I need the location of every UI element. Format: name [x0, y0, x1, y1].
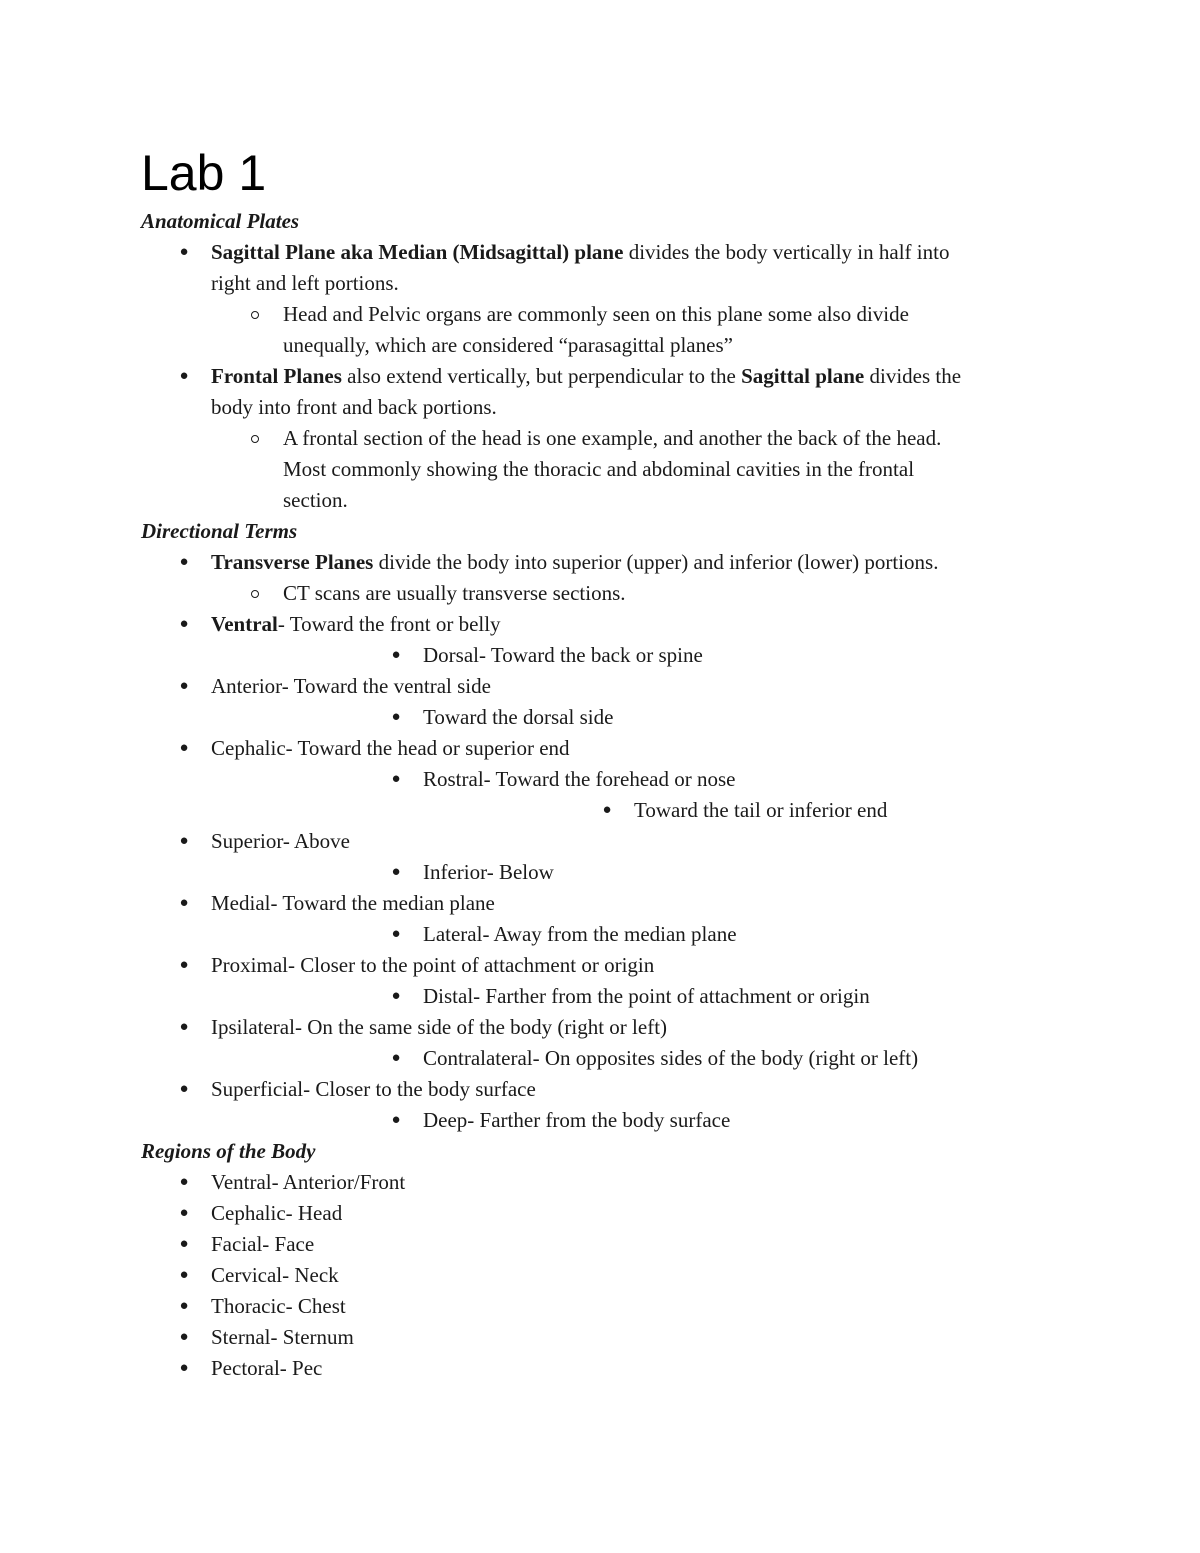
list-item-region	[0, 1198, 1200, 1229]
sub-list-item-text: CT scans are usually transverse sections.	[283, 581, 626, 605]
bullet-icon: ●	[179, 678, 189, 694]
document-body	[0, 206, 1200, 1384]
term-definition: - Toward the front or belly	[277, 612, 501, 636]
list-item-text: Proximal- Closer to the point of attachment or origin	[211, 953, 655, 977]
list-item-contralateral	[0, 1043, 1200, 1074]
bullet-icon: ●	[391, 864, 401, 880]
hollow-bullet-icon	[251, 590, 259, 598]
list-item-text: Contralateral- On opposites sides of the body (right or left)	[423, 1046, 919, 1070]
list-item-toward-dorsal	[0, 702, 1200, 733]
bullet-icon: ●	[179, 740, 189, 756]
sub-list-item-text: A frontal section of the head is one example, and another the back of the head.	[283, 426, 942, 450]
list-item-text: Superficial- Closer to the body surface	[211, 1077, 536, 1101]
bullet-icon: ●	[179, 1267, 189, 1283]
bold-term: Sagittal Plane aka Median (Midsagittal) plane	[211, 240, 624, 264]
list-item-text: Medial- Toward the median plane	[211, 891, 495, 915]
list-item-text: Toward the tail or inferior end	[634, 798, 888, 822]
list-item-ventral	[0, 609, 1200, 640]
section-heading-text: Regions of the Body	[141, 1139, 316, 1163]
list-item-text: Toward the dorsal side	[423, 705, 614, 729]
sub-list-item-text: Most commonly showing the thoracic and abdominal cavities in the frontal	[283, 457, 915, 481]
bullet-icon: ●	[179, 1360, 189, 1376]
bullet-icon: ●	[391, 926, 401, 942]
section-heading-directional	[0, 516, 1200, 547]
page-title: Lab 1	[141, 145, 267, 201]
list-item-text: Deep- Farther from the body surface	[423, 1108, 731, 1132]
list-item-text: body into front and back portions.	[211, 395, 497, 419]
bullet-icon: ●	[179, 1298, 189, 1314]
bullet-icon: ●	[179, 616, 189, 632]
list-item-superior	[0, 826, 1200, 857]
bold-term: Frontal Planes	[211, 364, 342, 388]
bullet-icon: ●	[179, 1205, 189, 1221]
list-item-continuation	[0, 392, 1200, 423]
list-item-inferior	[0, 857, 1200, 888]
hollow-bullet-icon	[251, 311, 259, 319]
list-item-region	[0, 1291, 1200, 1322]
bullet-icon: ●	[391, 1050, 401, 1066]
list-item-text: Distal- Farther from the point of attachment or origin	[423, 984, 870, 1008]
list-item-lateral	[0, 919, 1200, 950]
bold-term: Ventral	[211, 612, 278, 636]
list-item-frontal	[0, 361, 1200, 392]
list-item-text: Superior- Above	[211, 829, 350, 853]
section-heading-regions	[0, 1136, 1200, 1167]
list-item-rostral	[0, 764, 1200, 795]
sub-list-item-sagittal	[0, 299, 1200, 330]
list-item-superficial	[0, 1074, 1200, 1105]
bullet-icon: ●	[391, 988, 401, 1004]
sub-list-item-text: section.	[283, 488, 348, 512]
list-item-text: Pectoral- Pec	[211, 1356, 323, 1380]
list-item-region	[0, 1167, 1200, 1198]
list-item-continuation	[0, 268, 1200, 299]
list-item-sagittal	[0, 237, 1200, 268]
bullet-icon: ●	[179, 1019, 189, 1035]
list-item-text	[211, 609, 501, 640]
list-item-ipsilateral	[0, 1012, 1200, 1043]
section-heading-anatomical	[0, 206, 1200, 237]
sub-list-item-transverse	[0, 578, 1200, 609]
list-item-text: Sternal- Sternum	[211, 1325, 354, 1349]
list-item-medial	[0, 888, 1200, 919]
list-item-text: right and left portions.	[211, 271, 399, 295]
bullet-icon: ●	[179, 1329, 189, 1345]
list-item-dorsal	[0, 640, 1200, 671]
bullet-icon: ●	[179, 244, 189, 260]
sub-list-item-continuation	[0, 454, 1200, 485]
section-heading-text: Anatomical Plates	[141, 209, 300, 233]
list-item-text: Ventral- Anterior/Front	[211, 1170, 406, 1194]
bullet-icon: ●	[179, 1081, 189, 1097]
bullet-icon: ●	[179, 833, 189, 849]
sub-list-item-frontal	[0, 423, 1200, 454]
bullet-icon: ●	[179, 1236, 189, 1252]
bullet-icon: ●	[179, 368, 189, 384]
list-item-region	[0, 1322, 1200, 1353]
bold-term: Transverse Planes	[211, 550, 374, 574]
bullet-icon: ●	[391, 709, 401, 725]
bullet-icon: ●	[602, 802, 612, 818]
list-item-text: Rostral- Toward the forehead or nose	[423, 767, 736, 791]
list-item-text: Dorsal- Toward the back or spine	[423, 643, 703, 667]
bullet-icon: ●	[391, 647, 401, 663]
list-item-text: Cephalic- Toward the head or superior end	[211, 736, 570, 760]
list-item-text: Thoracic- Chest	[211, 1294, 346, 1318]
list-item-text	[211, 361, 961, 392]
list-item-distal	[0, 981, 1200, 1012]
list-item-region	[0, 1229, 1200, 1260]
sub-list-item-text: Head and Pelvic organs are commonly seen on this plane some also divide	[283, 302, 909, 326]
list-item-text: Lateral- Away from the median plane	[423, 922, 737, 946]
list-item-text: Facial- Face	[211, 1232, 315, 1256]
bullet-icon: ●	[391, 771, 401, 787]
sub-list-item-text: unequally, which are considered “parasagittal planes”	[283, 333, 733, 357]
list-item-text	[211, 547, 938, 578]
list-item-text	[211, 237, 949, 268]
bold-term: Sagittal plane	[741, 364, 865, 388]
sub-list-item-continuation	[0, 330, 1200, 361]
list-item-proximal	[0, 950, 1200, 981]
list-item-text: Inferior- Below	[423, 860, 554, 884]
section-heading-text: Directional Terms	[141, 519, 298, 543]
bullet-icon: ●	[179, 1174, 189, 1190]
sub-list-item-continuation	[0, 485, 1200, 516]
list-item-anterior	[0, 671, 1200, 702]
list-item-text: Cephalic- Head	[211, 1201, 343, 1225]
term-definition: divides the body vertically in half into	[623, 240, 950, 264]
list-item-region	[0, 1353, 1200, 1384]
list-item-text: Cervical- Neck	[211, 1263, 339, 1287]
list-item-deep	[0, 1105, 1200, 1136]
list-item-text: Anterior- Toward the ventral side	[211, 674, 491, 698]
term-definition: divides the	[864, 364, 962, 388]
list-item-region	[0, 1260, 1200, 1291]
list-item-transverse	[0, 547, 1200, 578]
hollow-bullet-icon	[251, 435, 259, 443]
list-item-tail	[0, 795, 1200, 826]
term-definition: also extend vertically, but perpendicular to the	[341, 364, 742, 388]
bullet-icon: ●	[391, 1112, 401, 1128]
bullet-icon: ●	[179, 957, 189, 973]
term-definition: divide the body into superior (upper) and inferior (lower) portions.	[373, 550, 939, 574]
bullet-icon: ●	[179, 554, 189, 570]
list-item-text: Ipsilateral- On the same side of the body (right or left)	[211, 1015, 668, 1039]
list-item-cephalic	[0, 733, 1200, 764]
bullet-icon: ●	[179, 895, 189, 911]
